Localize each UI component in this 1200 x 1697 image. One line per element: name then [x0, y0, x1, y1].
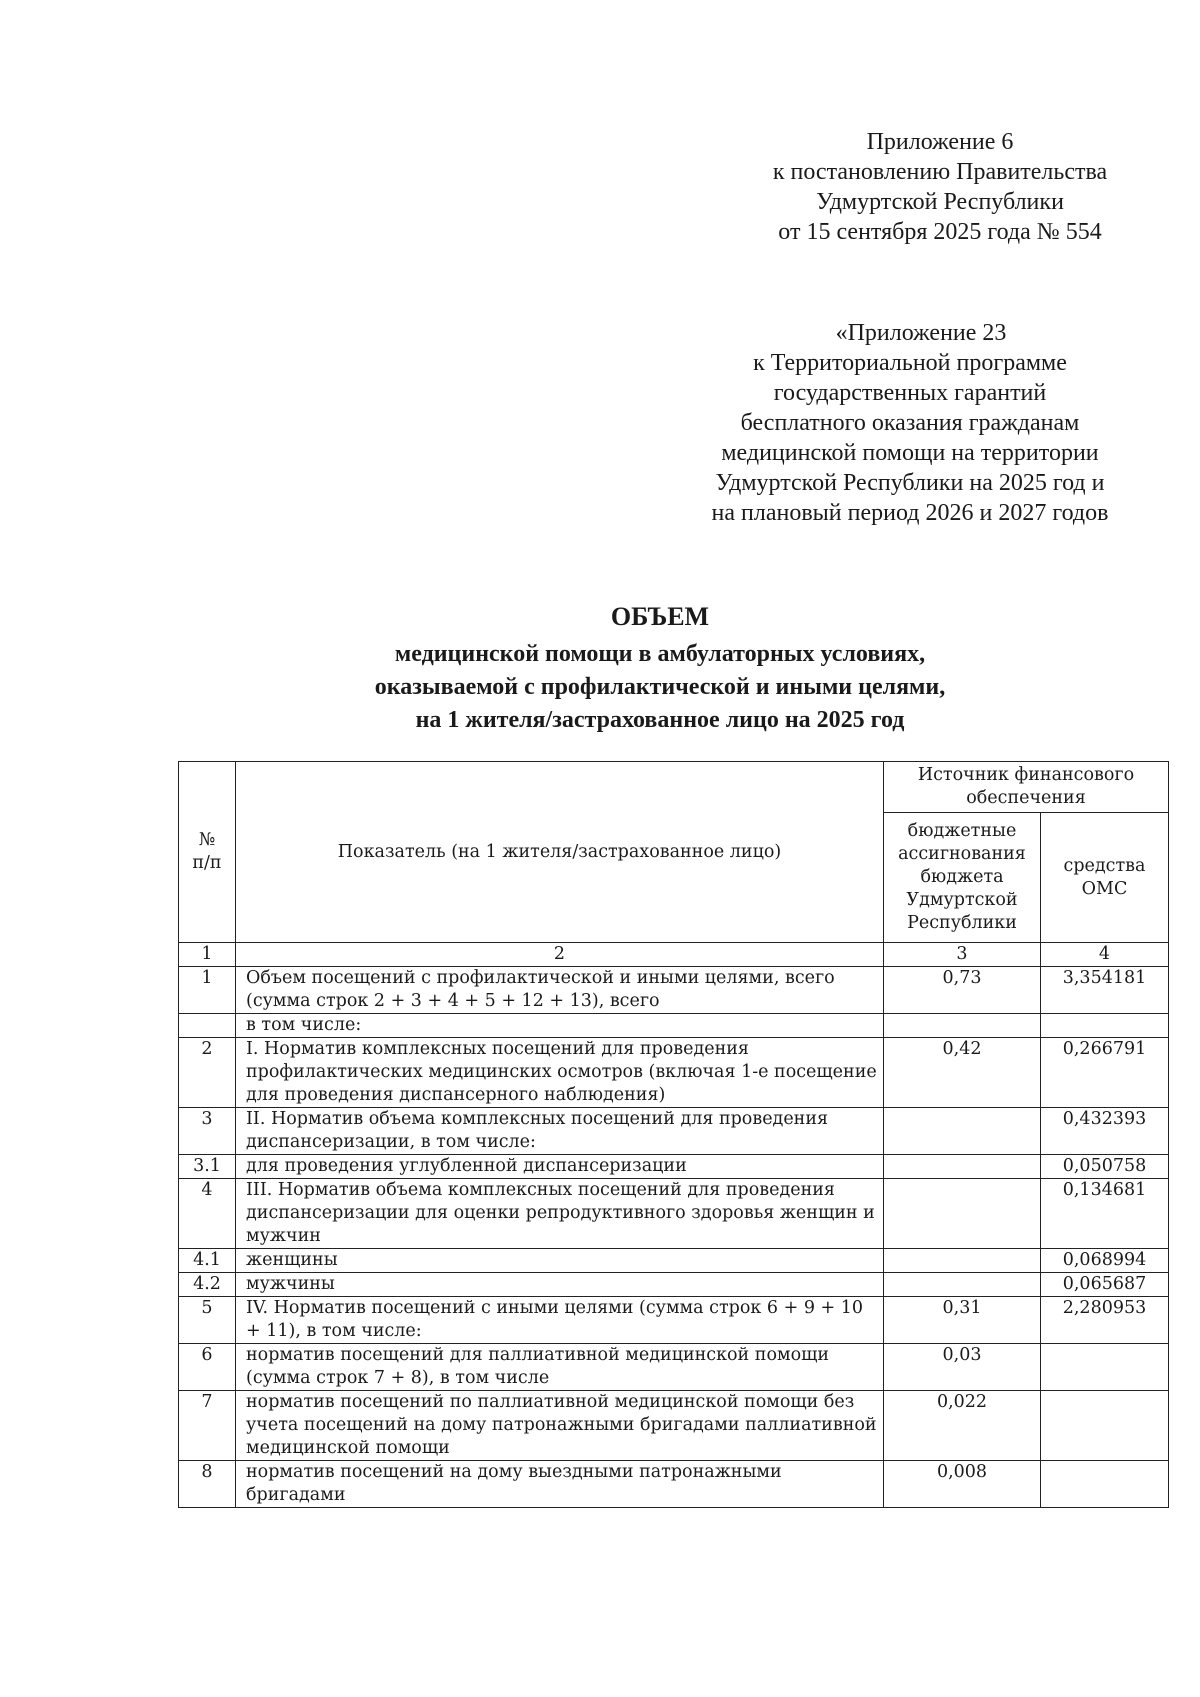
row-budget-value: 0,31	[884, 1297, 1041, 1344]
row-budget-value: 0,03	[884, 1344, 1041, 1391]
volume-table	[178, 761, 1169, 1508]
row-oms-value: 0,266791	[1041, 1038, 1169, 1108]
row-indicator: Объем посещений с профилактической и иными целями, всего (сумма строк 2 + 3 + 4 + 5 + 12 + 13), всего	[236, 967, 884, 1014]
column-number: 3	[884, 943, 1041, 967]
row-budget-value	[884, 1249, 1041, 1273]
annex-23-line: к Территориальной программе	[753, 350, 1067, 376]
table-row	[179, 1108, 1169, 1155]
row-number: 6	[179, 1344, 236, 1391]
annex-6-line: Удмуртской Республики	[816, 189, 1064, 215]
row-number: 4	[179, 1179, 236, 1249]
column-number: 2	[236, 943, 884, 967]
row-indicator: для проведения углубленной диспансеризации	[236, 1155, 884, 1179]
annex-23-line: на плановый период 2026 и 2027 годов	[711, 500, 1109, 526]
column-number: 4	[1041, 943, 1169, 967]
row-oms-value: 0,432393	[1041, 1108, 1169, 1155]
row-indicator: норматив посещений для паллиативной медицинской помощи (сумма строк 7 + 8), в том числе	[236, 1344, 884, 1391]
row-oms-value	[1041, 1391, 1169, 1461]
annex-23-line: бесплатного оказания гражданам	[740, 410, 1080, 436]
annex-6-line: к постановлению Правительства	[772, 159, 1108, 185]
document-title: ОБЪЕМ	[610, 602, 710, 631]
annex-23-line: «Приложение 23	[835, 320, 1007, 346]
row-budget-value	[884, 1273, 1041, 1297]
row-oms-value	[1041, 1014, 1169, 1038]
row-number: 7	[179, 1391, 236, 1461]
row-number: 2	[179, 1038, 236, 1108]
row-number: 3	[179, 1108, 236, 1155]
annex-6-line: от 15 сентября 2025 года № 554	[778, 219, 1102, 245]
table-row	[179, 1155, 1169, 1179]
row-indicator: в том числе:	[236, 1014, 884, 1038]
row-indicator: норматив посещений на дому выездными патронажными бригадами	[236, 1461, 884, 1508]
subtitle-line: медицинской помощи в амбулаторных условиях,	[394, 641, 926, 667]
table-row	[179, 1014, 1169, 1038]
row-number: 4.1	[179, 1249, 236, 1273]
table-row	[179, 967, 1169, 1014]
row-oms-value: 0,134681	[1041, 1179, 1169, 1249]
row-budget-value	[884, 1108, 1041, 1155]
table-row	[179, 1273, 1169, 1297]
row-number: 1	[179, 967, 236, 1014]
annex-6-line: Приложение 6	[866, 129, 1014, 155]
row-indicator: норматив посещений по паллиативной медицинской помощи без учета посещений на дому патронажными бригадами паллиативной медицинской помощи	[236, 1391, 884, 1461]
document-subtitle	[300, 638, 1020, 737]
row-indicator: IV. Норматив посещений с иными целями (сумма строк 6 + 9 + 10 + 11), в том числе:	[236, 1297, 884, 1344]
row-oms-value	[1041, 1344, 1169, 1391]
subtitle-line: на 1 жителя/застрахованное лицо на 2025 год	[415, 707, 905, 733]
row-number: 8	[179, 1461, 236, 1508]
row-budget-value: 0,022	[884, 1391, 1041, 1461]
table-row	[179, 1461, 1169, 1508]
row-budget-value	[884, 1155, 1041, 1179]
table-body	[179, 967, 1169, 1508]
row-budget-value	[884, 1014, 1041, 1038]
table-row	[179, 1038, 1169, 1108]
row-oms-value: 0,050758	[1041, 1155, 1169, 1179]
row-number	[179, 1014, 236, 1038]
row-number: 3.1	[179, 1155, 236, 1179]
header-source: Источник финансового обеспечения	[884, 762, 1169, 813]
row-oms-value: 3,354181	[1041, 967, 1169, 1014]
row-oms-value: 2,280953	[1041, 1297, 1169, 1344]
column-numbers-row	[179, 943, 1169, 967]
row-oms-value	[1041, 1461, 1169, 1508]
annex-23-line: Удмуртской Республики на 2025 год и	[715, 470, 1105, 496]
header-budget: бюджетные ассигнования бюджета Удмуртской Республики	[884, 813, 1041, 943]
table-row	[179, 1249, 1169, 1273]
annex-23-line: государственных гарантий	[773, 380, 1047, 406]
row-number: 4.2	[179, 1273, 236, 1297]
row-budget-value: 0,008	[884, 1461, 1041, 1508]
annex-6-header	[720, 127, 1160, 247]
row-indicator: I. Норматив комплексных посещений для проведения профилактических медицинских осмотров (включая 1-е посещение для проведения диспансерного наблюдения)	[236, 1038, 884, 1108]
annex-23-header	[680, 318, 1140, 528]
row-oms-value: 0,068994	[1041, 1249, 1169, 1273]
table-row	[179, 1344, 1169, 1391]
column-number: 1	[179, 943, 236, 967]
subtitle-line: оказываемой с профилактической и иными целями,	[374, 674, 946, 700]
row-indicator: II. Норматив объема комплексных посещений для проведения диспансеризации, в том числе:	[236, 1108, 884, 1155]
annex-23-line: медицинской помощи на территории	[721, 440, 1099, 466]
header-num: № п/п	[179, 762, 236, 943]
header-oms: средства ОМС	[1041, 813, 1169, 943]
table-header-row	[179, 762, 1169, 813]
table-row	[179, 1297, 1169, 1344]
row-indicator: женщины	[236, 1249, 884, 1273]
row-oms-value: 0,065687	[1041, 1273, 1169, 1297]
table-row	[179, 1179, 1169, 1249]
row-budget-value: 0,73	[884, 967, 1041, 1014]
table-row	[179, 1391, 1169, 1461]
row-budget-value	[884, 1179, 1041, 1249]
row-indicator: III. Норматив объема комплексных посещений для проведения диспансеризации для оценки репродуктивного здоровья женщин и мужчин	[236, 1179, 884, 1249]
row-indicator: мужчины	[236, 1273, 884, 1297]
header-indicator: Показатель (на 1 жителя/застрахованное лицо)	[236, 762, 884, 943]
row-number: 5	[179, 1297, 236, 1344]
row-budget-value: 0,42	[884, 1038, 1041, 1108]
